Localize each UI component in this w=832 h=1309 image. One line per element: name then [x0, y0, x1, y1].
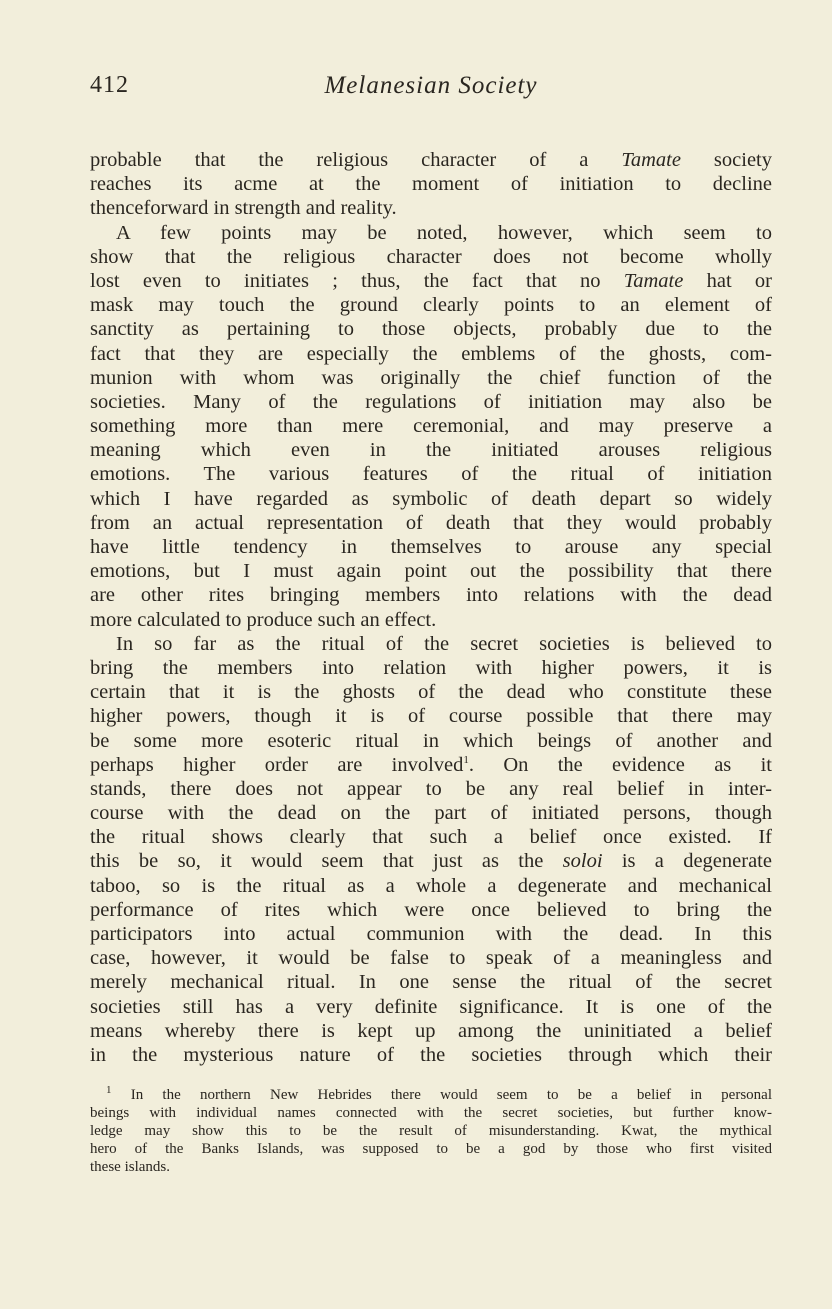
text-run: show that the religious character does not become wholly: [90, 245, 772, 268]
body-line: [90, 487, 772, 511]
italic-term: Tamate: [623, 269, 684, 292]
footnote-line: [90, 1140, 772, 1158]
text-run: ledge may show this to be the result of misunderstanding. Kwat, the mythical: [90, 1123, 772, 1139]
body-line: [90, 825, 772, 849]
body-line: [90, 849, 772, 873]
text-run: case, however, it would be false to speak of a meaningless and: [90, 947, 772, 970]
text-run: hat or: [683, 269, 772, 292]
footnote-line: [90, 1086, 772, 1104]
text-run: more calculated to produce such an effect.: [90, 608, 437, 631]
text-run: in the mysterious nature of the societies through which their: [90, 1043, 772, 1066]
footnote-line: [90, 1158, 772, 1176]
text-run: society: [680, 149, 772, 171]
body-line: [90, 293, 772, 317]
body-line: [90, 196, 772, 220]
text-run: bring the members into relation with higher powers, it is: [90, 656, 772, 679]
text-run: perhaps higher order are involved: [90, 753, 464, 776]
body-line: [90, 1043, 772, 1067]
body-line: [90, 753, 772, 777]
page-number: 412: [90, 72, 129, 98]
text-run: hero of the Banks Islands, was supposed to be a god by those who first visited: [90, 1141, 772, 1157]
text-run: are other rites bringing members into relations with the dead: [90, 584, 772, 607]
text-run: merely mechanical ritual. In one sense the ritual of the secret: [90, 971, 772, 994]
body-line: [90, 148, 772, 172]
text-run: lost even to initiates ; thus, the fact that no: [90, 269, 624, 292]
text-run: have little tendency in themselves to arouse any special: [90, 536, 772, 558]
body-line: [90, 342, 772, 366]
text-run: beings with individual names connected with the secret societies, but further know-: [90, 1105, 772, 1121]
body-line: [90, 898, 772, 922]
text-run: which I have regarded as symbolic of death depart so widely: [90, 487, 772, 510]
text-run: certain that it is the ghosts of the dead who constitute these: [90, 681, 772, 704]
text-run: something more than mere ceremonial, and may preserve a: [90, 415, 772, 438]
text-run: A few points may be noted, however, which seem to: [116, 221, 772, 244]
text-run: munion with whom was originally the chief function of the: [90, 366, 772, 389]
body-line: [90, 970, 772, 994]
body-line: [90, 1019, 772, 1043]
body-line: [90, 995, 772, 1019]
text-run: mask may touch the ground clearly points to an element of: [90, 294, 772, 317]
text-run: In the northern New Hebrides there would seem to be a belief in personal: [111, 1087, 772, 1103]
text-run: meaning which even in the initiated arouses religious: [90, 439, 772, 462]
text-run: performance of rites which were once believed to bring the: [90, 898, 772, 921]
body-line: [90, 511, 772, 535]
text-run: taboo, so is the ritual as a whole a degenerate and mechanical: [90, 874, 772, 897]
text-run: the ritual shows clearly that such a belief once existed. If: [90, 826, 772, 849]
italic-term: soloi: [562, 850, 603, 873]
text-run: emotions, but I must again point out the possibility that there: [90, 560, 772, 583]
footnote-marker: 1: [463, 753, 469, 766]
body-line: [90, 680, 772, 704]
text-run: be some more esoteric ritual in which beings of another and: [90, 729, 772, 752]
body-line: [90, 801, 772, 825]
text-run: . On the evidence as it: [468, 753, 772, 776]
text-run: is a degenerate: [602, 850, 772, 873]
body-line: [90, 656, 772, 680]
text-run: means whereby there is kept up among the uninitiated a belief: [90, 1019, 772, 1042]
footnote-line: [90, 1104, 772, 1122]
text-run: higher powers, though it is of course possible that there may: [90, 705, 772, 728]
body-line: [90, 632, 772, 656]
italic-term: Tamate: [621, 149, 681, 171]
body-line: [90, 390, 772, 414]
text-run: participators into actual communion with the dead. In this: [90, 923, 772, 945]
text-run: In so far as the ritual of the secret societies is believed to: [116, 632, 772, 655]
running-header: [90, 72, 772, 104]
text-run: emotions. The various features of the ritual of initiation: [90, 463, 772, 486]
text-run: stands, there does not appear to be any real belief in inter-: [90, 777, 772, 800]
text-run: sanctity as pertaining to those objects, probably due to the: [90, 318, 772, 341]
body-line: [90, 269, 772, 293]
footnote: [90, 1086, 772, 1176]
body-line: [90, 922, 772, 946]
body-line: [90, 462, 772, 486]
footnote-line: [90, 1122, 772, 1140]
text-run: probable that the religious character of a: [90, 149, 622, 171]
body-line: [90, 583, 772, 607]
body-line: [90, 874, 772, 898]
body-line: [90, 559, 772, 583]
body-line: [90, 704, 772, 728]
text-run: course with the dead on the part of initiated persons, though: [90, 802, 772, 825]
text-run: fact that they are especially the emblems of the ghosts, com-: [90, 342, 772, 365]
body-line: [90, 946, 772, 970]
body-text: [90, 148, 772, 1067]
text-run: this be so, it would seem that just as the: [90, 850, 563, 873]
text-run: societies. Many of the regulations of initiation may also be: [90, 390, 772, 413]
body-line: [90, 729, 772, 753]
text-run: from an actual representation of death that they would probably: [90, 511, 772, 534]
text-run: these islands.: [90, 1159, 170, 1175]
body-line: [90, 245, 772, 269]
body-line: [90, 221, 772, 245]
body-line: [90, 535, 772, 559]
body-line: [90, 608, 772, 632]
body-line: [90, 414, 772, 438]
text-run: reaches its acme at the moment of initiation to decline: [90, 173, 772, 196]
running-title: Melanesian Society: [324, 72, 538, 99]
footnote-marker: 1: [106, 1086, 112, 1096]
body-line: [90, 172, 772, 196]
body-line: [90, 366, 772, 390]
text-run: societies still has a very definite significance. It is one of the: [90, 995, 772, 1018]
body-line: [90, 777, 772, 801]
text-run: thenceforward in strength and reality.: [90, 197, 397, 220]
body-line: [90, 438, 772, 462]
body-line: [90, 317, 772, 341]
